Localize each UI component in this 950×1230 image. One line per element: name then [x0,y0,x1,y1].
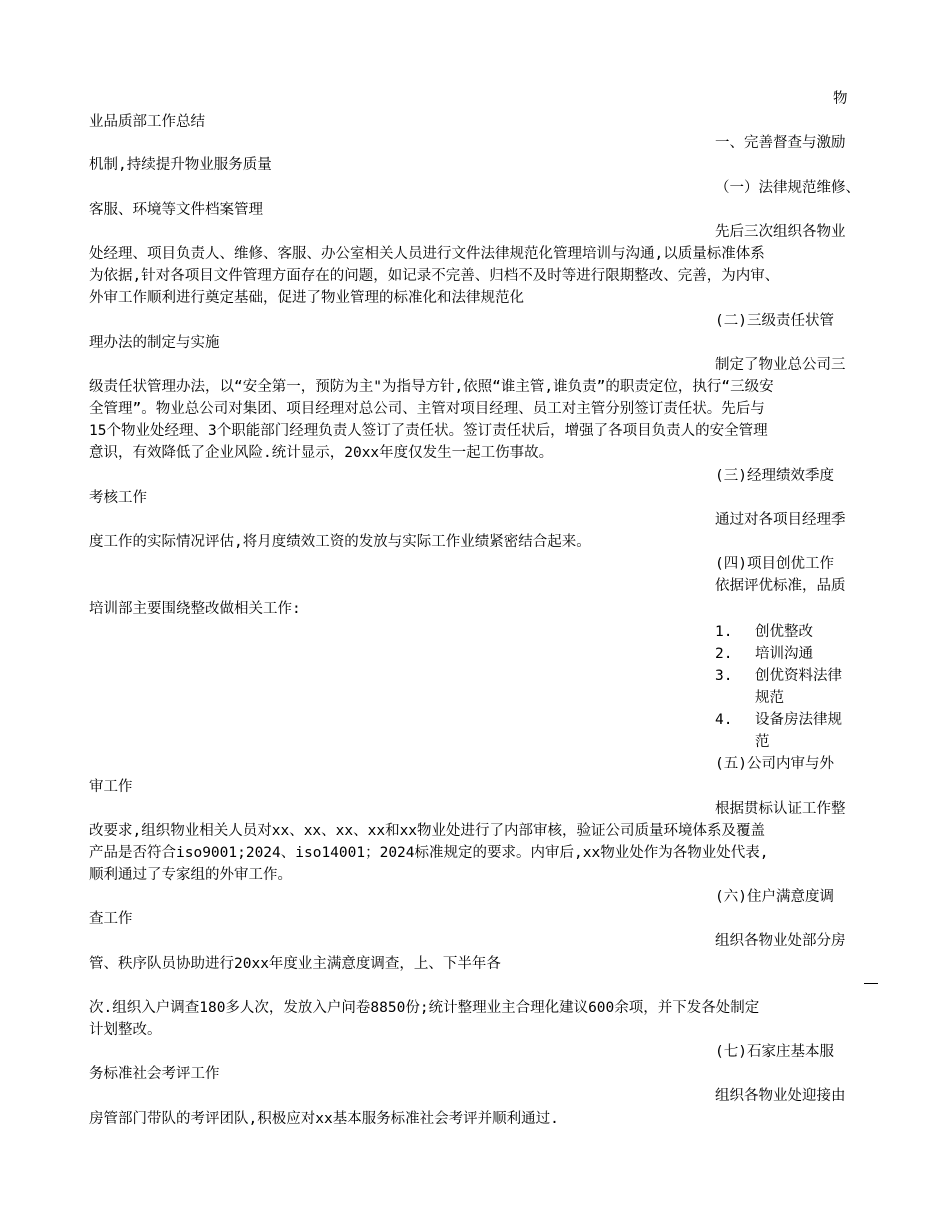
paragraph-1-line: 为依据,针对各项目文件管理方面存在的问题，如记录不完善、归档不及时等进行限期整改、完善，为内审、 [89,268,780,284]
paragraph-1-line: 处经理、项目负责人、维修、客服、办公室相关人员进行文件法律规范化管理培训与沟通,以质量标准体系 [89,246,765,262]
list-item: 设备房法律规 [755,712,842,728]
subsection-2-heading: (二)三级责任状管 [715,313,834,329]
list-item-cont: 规范 [755,690,784,706]
subsection-3-heading-cont: 考核工作 [89,490,147,506]
paragraph-4-start: 依据评优标准，品质 [715,578,846,594]
subsection-7-heading: (七)石家庄基本服 [715,1044,834,1060]
title-fragment: 物 [833,91,848,107]
subsection-4-heading: (四)项目创优工作 [715,556,834,572]
paragraph-1-line: 外审工作顺利进行奠定基础，促进了物业管理的标准化和法律规范化 [89,290,524,306]
subsection-5-heading-cont: 审工作 [89,779,133,795]
list-item: 创优整改 [755,624,813,640]
subsection-5-heading: (五)公司内审与外 [715,756,834,772]
paragraph-6-line: 次.组织入户调查180多人次，发放入户问卷8850份;统计整理业主合理化建议600余项，并下发各处制定 [89,1000,760,1016]
subsection-1-heading: （一）法律规范维修、 [715,180,860,196]
paragraph-2-line: 全管理”。物业总公司对集团、项目经理对总公司、主管对项目经理、员工对主管分别签订责任状。先后与 [89,401,765,417]
list-item: 培训沟通 [755,646,813,662]
subsection-6-heading-cont: 查工作 [89,911,133,927]
paragraph-7-start: 组织各物业处迎接由 [715,1088,846,1104]
subsection-1-heading-cont: 客服、环境等文件档案管理 [89,202,263,218]
subsection-2-heading-cont: 理办法的制定与实施 [89,335,220,351]
section-1-heading-cont: 机制,持续提升物业服务质量 [89,157,272,173]
subsection-7-heading-cont: 务标准社会考评工作 [89,1066,220,1082]
list-number: 1. [715,624,733,640]
paragraph-6-line: 管、秩序队员协助进行20xx年度业主满意度调查，上、下半年各 [89,956,501,972]
list-number: 2. [715,646,733,662]
paragraph-6-line: 计划整改。 [89,1022,162,1038]
dash-mark [864,983,878,984]
paragraph-5-line: 产品是否符合iso9001;2024、iso14001；2024标准规定的要求。内审后,xx物业处作为各物业处代表, [89,845,769,861]
page-title: 业品质部工作总结 [89,114,205,130]
paragraph-5-start: 根据贯标认证工作整 [715,801,846,817]
paragraph-4-line: 培训部主要围绕整改做相关工作: [89,601,301,617]
paragraph-3-start: 通过对各项目经理季 [715,512,846,528]
list-item-cont: 范 [755,734,770,750]
paragraph-2-start: 制定了物业总公司三 [715,357,846,373]
paragraph-1-start: 先后三次组织各物业 [715,224,846,240]
subsection-3-heading: (三)经理绩效季度 [715,468,834,484]
section-1-heading: 一、完善督查与激励 [715,135,846,151]
paragraph-2-line: 级责任状管理办法，以“安全第一，预防为主"为指导方针,依照“谁主管,谁负责”的职责定位，执行“三级安 [89,379,774,395]
list-number: 3. [715,668,733,684]
paragraph-2-line: 意识，有效降低了企业风险.统计显示，20xx年度仅发生一起工伤事故。 [89,445,554,461]
subsection-6-heading: (六)住户满意度调 [715,889,834,905]
paragraph-7-line: 房管部门带队的考评团队,积极应对xx基本服务标准社会考评并顺利通过. [89,1111,559,1127]
paragraph-6-start: 组织各物业处部分房 [715,933,846,949]
paragraph-5-line: 顺利通过了专家组的外审工作。 [89,867,292,883]
paragraph-5-line: 改要求,组织物业相关人员对xx、xx、xx、xx和xx物业处进行了内部审核，验证公司质量环境体系及覆盖 [89,823,766,839]
paragraph-3-line: 度工作的实际情况评估,将月度绩效工资的发放与实际工作业绩紧密结合起来。 [89,534,591,550]
list-number: 4. [715,712,733,728]
paragraph-2-line: 15个物业处经理、3个职能部门经理负责人签订了责任状。签订责任状后，增强了各项目负责人的安全管理 [89,423,768,439]
list-item: 创优资料法律 [755,668,842,684]
